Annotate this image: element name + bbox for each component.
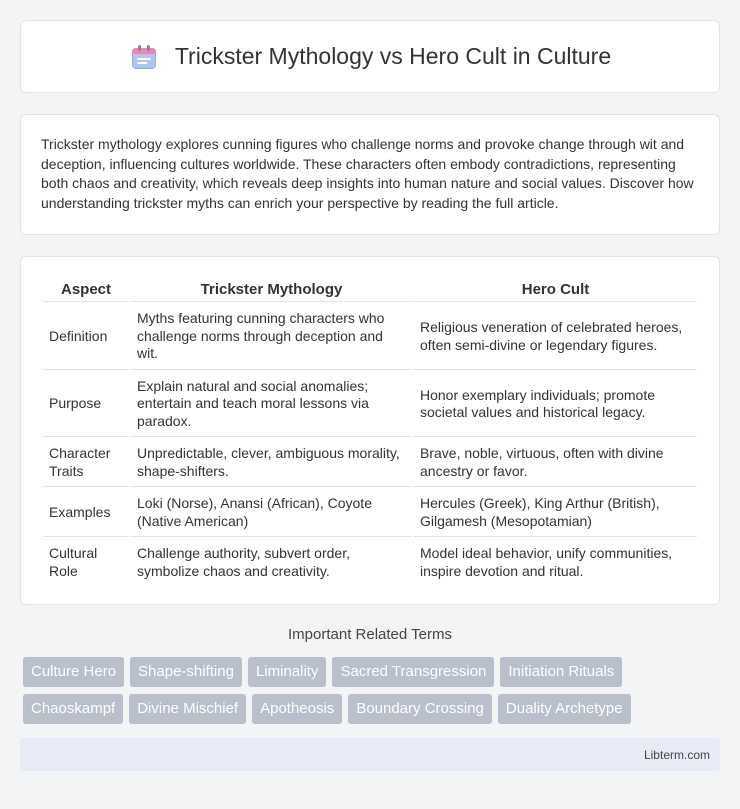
calendar-icon xyxy=(129,42,159,72)
row-hero-cult: Honor exemplary individuals; promote societal values and historical legacy. xyxy=(414,372,697,438)
row-trickster: Loki (Norse), Anansi (African), Coyote (Native American) xyxy=(131,489,412,537)
term-tag[interactable]: Liminality xyxy=(248,657,327,687)
row-hero-cult: Hercules (Greek), King Arthur (British), Gilgamesh (Mesopotamian) xyxy=(414,489,697,537)
term-tag[interactable]: Culture Hero xyxy=(23,657,124,687)
row-trickster: Challenge authority, subvert order, symbolize chaos and creativity. xyxy=(137,545,350,579)
header-hero-cult: Hero Cult xyxy=(414,279,697,302)
row-aspect: Character Traits xyxy=(43,439,129,487)
comparison-table xyxy=(41,277,699,588)
comparison-card xyxy=(20,256,720,605)
term-tag[interactable]: Duality Archetype xyxy=(498,694,631,724)
table-row xyxy=(43,372,697,438)
page-title: Trickster Mythology vs Hero Cult in Culture xyxy=(174,43,612,69)
related-terms-title: Important Related Terms xyxy=(288,626,452,644)
term-tag[interactable]: Initiation Rituals xyxy=(500,657,622,687)
title-card xyxy=(20,20,720,93)
term-tag[interactable]: Sacred Transgression xyxy=(332,657,494,687)
intro-text: Trickster mythology explores cunning figures who challenge norms and provoke change through wit and deception, influencing cultures worldwide. These characters often embody contradictions, representing both chaos and creativity, which reveals deep insights into human nature and social values. Discover how understanding trickster myths can enrich your perspective by reading the full article. xyxy=(41,136,694,211)
table-row xyxy=(43,304,697,370)
term-tag[interactable]: Shape-shifting xyxy=(130,657,242,687)
footer xyxy=(20,738,720,771)
row-hero-cult: Religious veneration of celebrated heroes, often semi-divine or legendary figures. xyxy=(414,304,697,370)
intro-card xyxy=(20,114,720,235)
header-trickster: Trickster Mythology xyxy=(131,279,412,302)
row-hero-cult: Model ideal behavior, unify communities, inspire devotion and ritual. xyxy=(420,545,673,579)
row-trickster: Unpredictable, clever, ambiguous morality, shape-shifters. xyxy=(131,439,412,487)
related-terms-list xyxy=(20,657,720,724)
table-row xyxy=(43,539,697,586)
table-header-row xyxy=(43,279,697,302)
table-row xyxy=(43,439,697,487)
row-aspect: Definition xyxy=(43,304,129,370)
term-tag[interactable]: Chaoskampf xyxy=(23,694,123,724)
row-aspect: Cultural Role xyxy=(49,545,98,579)
term-tag[interactable]: Divine Mischief xyxy=(129,694,246,724)
row-hero-cult: Brave, noble, virtuous, often with divine ancestry or favor. xyxy=(414,439,697,487)
header-aspect: Aspect xyxy=(43,279,129,302)
row-trickster: Explain natural and social anomalies; entertain and teach moral lessons via paradox. xyxy=(131,372,412,438)
row-aspect: Purpose xyxy=(43,372,129,438)
term-tag[interactable]: Boundary Crossing xyxy=(348,694,492,724)
footer-brand-link[interactable]: Libterm.com xyxy=(643,747,710,762)
row-aspect: Examples xyxy=(43,489,129,537)
table-row xyxy=(43,489,697,537)
row-trickster: Myths featuring cunning characters who challenge norms through deception and wit. xyxy=(131,304,412,370)
term-tag[interactable]: Apotheosis xyxy=(252,694,342,724)
